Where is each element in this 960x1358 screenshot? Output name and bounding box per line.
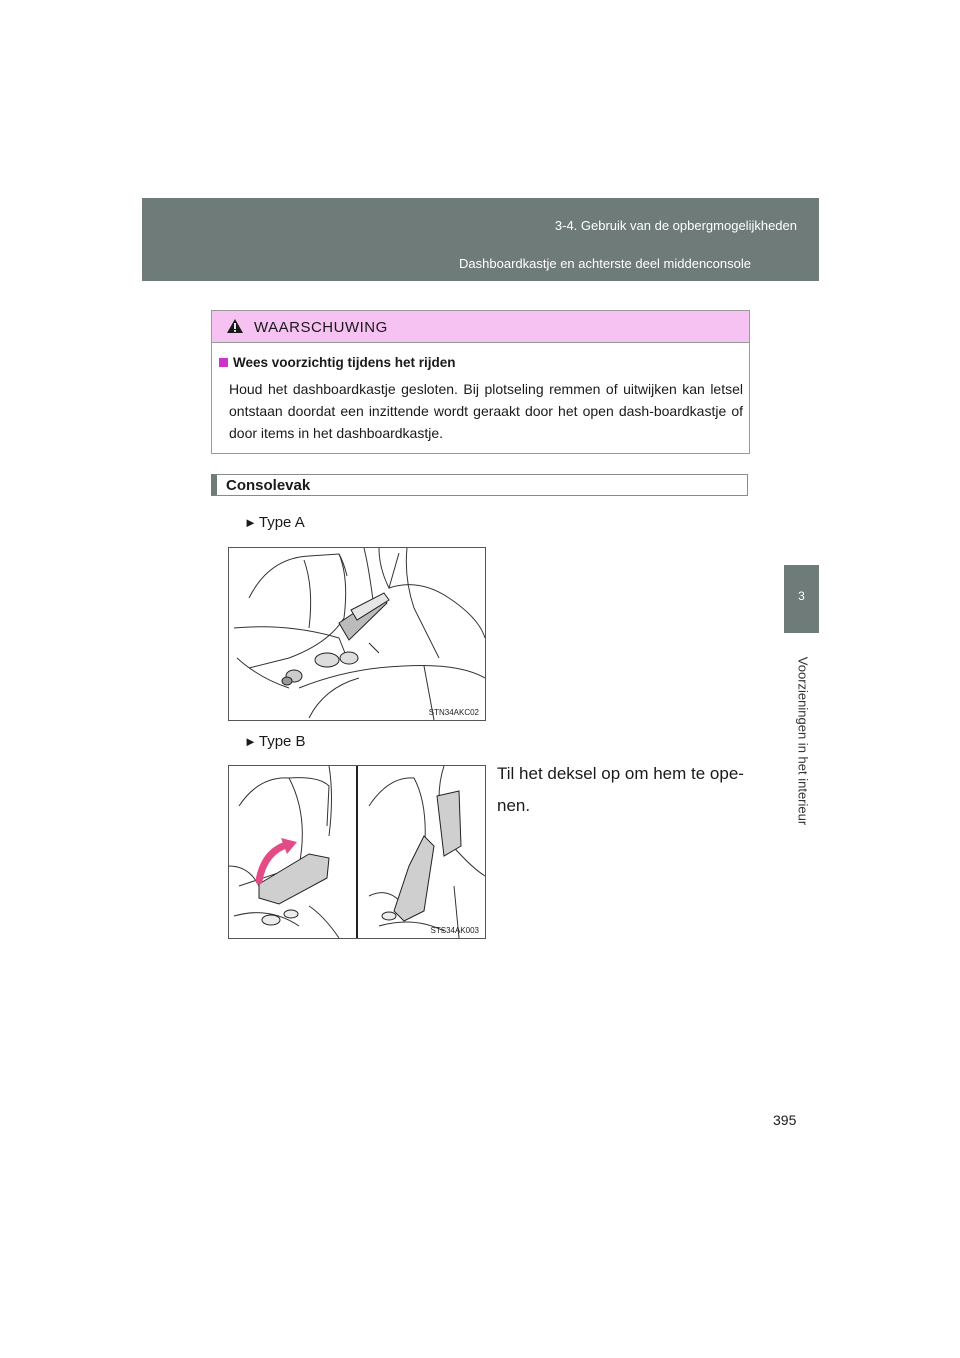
subsection-title: Dashboardkastje en achterste deel middenconsole (459, 256, 751, 271)
armrest-lid-illustration (229, 766, 485, 938)
bullet-square-icon (219, 358, 228, 367)
warning-triangle-icon (226, 318, 244, 334)
figure-type-a (228, 547, 486, 721)
section-heading (211, 474, 748, 496)
console-compartment-illustration (229, 548, 485, 720)
chapter-number: 3 (798, 589, 805, 603)
instruction-text: Til het deksel op om hem te ope-nen. (497, 764, 744, 815)
warning-title: WAARSCHUWING (254, 319, 388, 336)
header-band (142, 198, 819, 281)
triangle-right-icon: ► (244, 734, 257, 749)
section-heading-title: Consolevak (226, 477, 311, 494)
warning-box (211, 310, 750, 454)
warning-subheading-text: Wees voorzichtig tijdens het rijden (233, 355, 456, 370)
warning-text: Houd het dashboardkastje gesloten. Bij plotseling remmen of uitwijken kan letsel ontstaan doordat een inzittende wordt geraakt door het open dash-boardkastje of door items in het dashboardkastje. (229, 381, 743, 441)
figure-code-b: STS34AK003 (430, 926, 479, 935)
section-title: 3-4. Gebruik van de opbergmogelijkheden (554, 218, 797, 233)
warning-subheading (219, 355, 456, 370)
page-number: 395 (773, 1112, 797, 1128)
figure-code-a: STN34AKC02 (428, 708, 479, 717)
triangle-right-icon: ► (244, 515, 257, 530)
type-a-label (244, 514, 305, 531)
type-b-label (244, 733, 306, 750)
warning-header (212, 311, 749, 343)
chapter-tab (784, 565, 819, 633)
chapter-label: Voorzieningen in het interieur (795, 656, 811, 826)
type-a-label-text: Type A (258, 514, 305, 531)
figure-type-b (228, 765, 486, 939)
type-b-label-text: Type B (258, 733, 306, 750)
